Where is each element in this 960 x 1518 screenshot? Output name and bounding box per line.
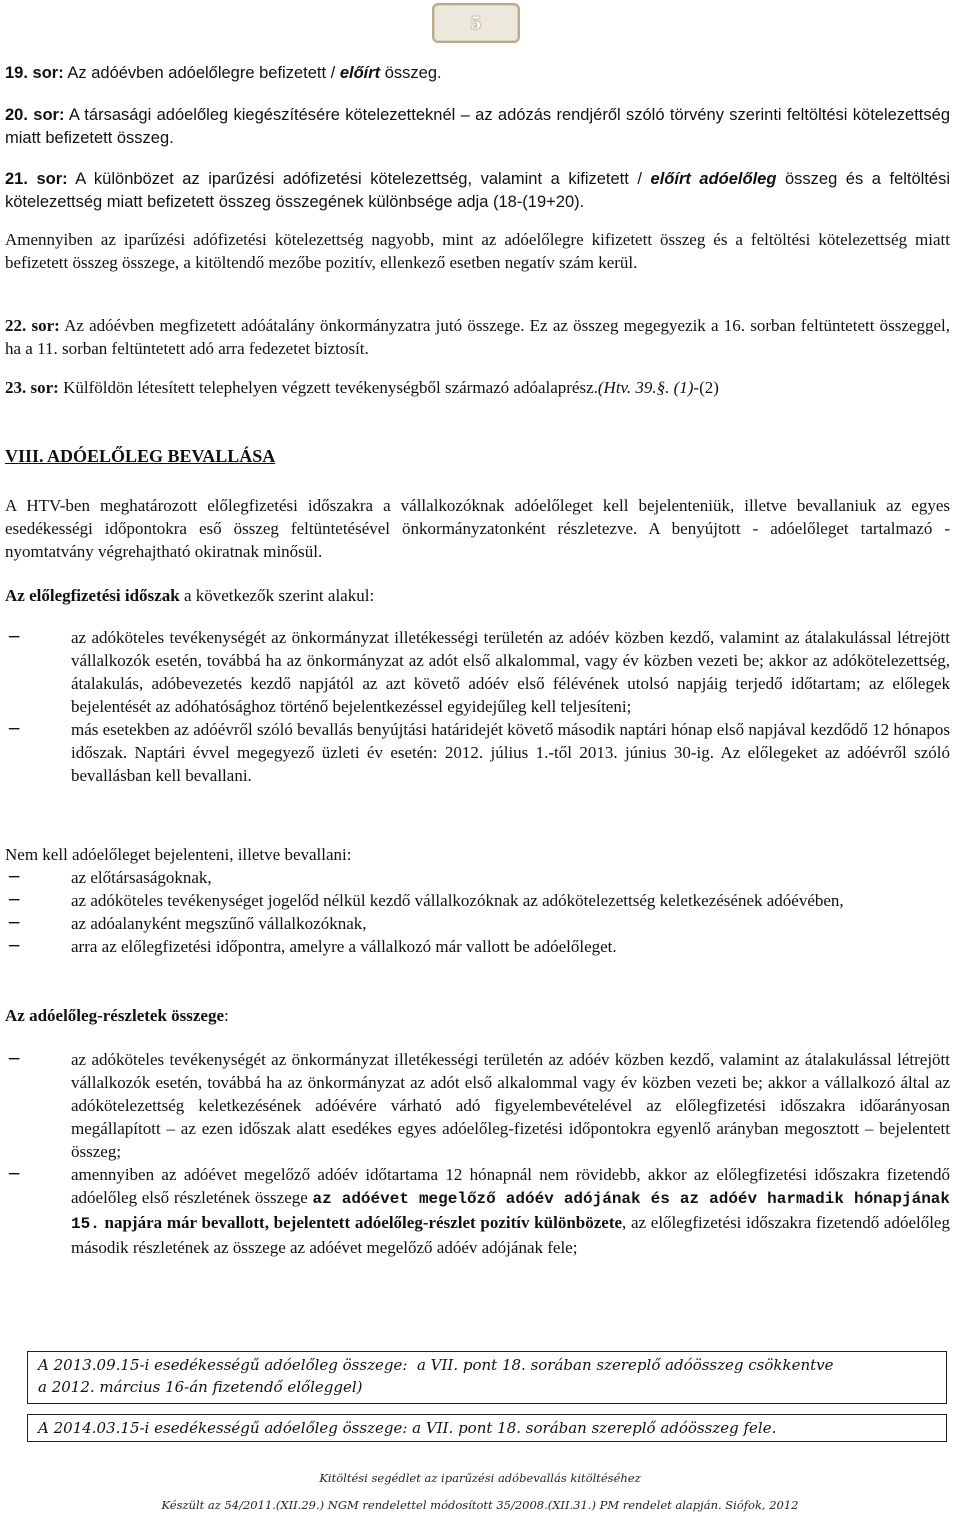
page-number-badge [432, 3, 520, 43]
row-19-italic: előírt [339, 64, 381, 82]
no-need-list [5, 866, 950, 958]
row-21-paragraph [5, 168, 950, 214]
note-box-2013 [27, 1351, 947, 1404]
row-19-number: 19. sor: [5, 64, 64, 82]
list-item: − az adóköteles tevékenységét az önkormányzat illetékességi területén az adóév közben kezdő, valamint az átalakulással létrejött vállalkozók esetén, továbbá ha az önkormányzat az adót első alkalommal, vagy év közben vezeti be; akkor az adókötelezettség, átalakulás, adóbevezetés kezdő napjától az azt követő adóév első félévének utolsó napjáig terjedő időtartam; az előlegek bejelentését az adóhatósághoz történő bejelentkezéssel egyidejűleg kell teljesíteni; [5, 626, 950, 718]
note-box-2013-line2: a 2012. március 16-án fizetendő előleggel) [38, 1378, 363, 1396]
page-number: 5 [471, 12, 481, 34]
list-item: − más esetekben az adóévről szóló bevallás benyújtási határidejét követő második naptári hónap első napjával kezdődő 12 hónapos időszak. Naptári évvel megegyező üzleti év esetén: 2012. július 1.-től 2013. június 30-ig. Az előlegeket az adóévről szóló bevallásban kell bevallani. [5, 718, 950, 787]
note-box-2013-line1 [38, 1354, 936, 1376]
installment-list [5, 1048, 950, 1259]
list-item: − az adóköteles tevékenységet jogelőd nélkül kezdő vállalkozóknak az adókötelezettség keletkezésének adóévében, [5, 889, 950, 912]
row-21-end: összeg és a feltöltési kötelezettség miatt befizetett összeg összegének különbsége adja (18-(19+20). [5, 170, 951, 211]
period-heading [5, 584, 950, 607]
installment-heading-rest: : [224, 1006, 229, 1025]
note-box-2014 [27, 1414, 947, 1442]
period-list [5, 626, 950, 787]
installment-second-mono: az adóévet megelőző adóév adójának és az adóév harmadik hónapjának 15. [71, 1190, 950, 1233]
row-20-number: 20. sor: [5, 106, 65, 124]
note-box-2013-label: A 2013.09.15-i esedékességű adóelőleg összege: [38, 1356, 408, 1374]
footer-line-2: Készült az 54/2011.(XII.29.) NGM rendelettel módosított 35/2008.(XII.31.) PM rendelet alapján. Siófok, 2012 [161, 1498, 799, 1512]
note-box-2013-text: a VII. pont 18. sorában szereplő adóösszeg csökkentve [416, 1356, 834, 1374]
row-19-text: Az adóévben adóelőlegre befizetett / [63, 64, 340, 82]
row-21-text: A különbözet az iparűzési adófizetési kötelezettség, valamint a kifizetett / [67, 170, 651, 188]
note-box-2014-text: A 2014.03.15-i esedékességű adóelőleg összege: a VII. pont 18. sorában szereplő adóösszeg fele. [38, 1419, 777, 1437]
period-heading-bold: Az előlegfizetési időszak [5, 586, 180, 605]
row-23-paragraph [5, 376, 950, 399]
list-item: − arra az előlegfizetési időpontra, amelyre a vállalkozó már vallott be adóelőleget. [5, 935, 950, 958]
intro-paragraph: A HTV-ben meghatározott előlegfizetési időszakra a vállalkozóknak adóelőleget kell bejelenteniük, illetve bevallaniuk az egyes esedékességi időpontokra eső összeg feltüntetésével önkormányzatonként részletezve. A benyújtott - adóelőleget tartalmazó - nyomtatvány végrehajtható okiratnak minősül. [5, 496, 950, 561]
row-22-number: 22. sor: [5, 316, 60, 335]
installment-list-container [5, 1048, 950, 1259]
row-23-text: Külföldön létesített telephelyen végzett tevékenységből származó adóalaprész. [58, 378, 598, 397]
period-list-container [5, 626, 950, 787]
installment-second-end: , az előlegfizetési időszakra fizetendő adóelőleg második részletének az összege az adóévet megelőző adóév adójának fele; [71, 1213, 950, 1257]
row-20-paragraph [5, 104, 950, 150]
row-20-text: A társasági adóelőleg kiegészítésére kötelezetteknél – az adózás rendjéről szóló törvény szerinti feltöltési kötelezettség miatt befizetett összeg. [5, 106, 950, 147]
list-item [5, 1163, 950, 1259]
installment-second-bold: napjára már bevallott, bejelentett adóelőleg-részlet pozitív különbözete [99, 1213, 623, 1232]
row-21-bold-italic: előírt adóelőleg [650, 170, 777, 188]
no-need-list-container [5, 866, 950, 958]
difference-explanation: Amennyiben az iparűzési adófizetési kötelezettség nagyobb, mint az adóelőlegre kifizetett összeg és a feltöltési kötelezettség miatt befizetett összeg összege, a kitöltendő mezőbe pozitív, ellenkező esetben negatív szám kerül. [5, 230, 950, 272]
list-item: − az előtársaságoknak, [5, 866, 950, 889]
row-21-number: 21. sor: [5, 170, 68, 188]
installment-second-a: amennyiben az adóévet megelőző adóév időtartama 12 hónapnál nem rövidebb, akkor az előlegfizetési időszakra fizetendő adóelőleg első részletének összege [71, 1165, 950, 1207]
list-item: − az adóköteles tevékenységét az önkormányzat illetékességi területén az adóév közben kezdő, valamint az átalakulással létrejött vállalkozók esetén, továbbá ha az önkormányzat az adót első alkalommal vagy év közben vezeti be; akkor a vállalkozó által az adókötelezettség keletkezésének adóévére várható adó figyelembevételével az előlegfizetési időszakra időarányosan megállapított – az ezen időszak alatt esedékes egyes adóelőleg-fizetési időpontokra egyenlő arányban megosztott – bejelentett összeg; [5, 1048, 950, 1163]
row-22-paragraph [5, 314, 950, 360]
row-23-reference: (Htv. 39.§. (1) [597, 378, 694, 397]
no-need-heading: Nem kell adóelőleget bejelenteni, illetve bevallani: [5, 845, 352, 864]
section-title: VIII. ADÓELŐLEG BEVALLÁSA [5, 446, 276, 466]
row-19-end: összeg. [380, 64, 442, 82]
footer-line-1: Kitöltési segédlet az iparűzési adóbevallás kitöltéséhez [319, 1471, 641, 1485]
row-22-text: Az adóévben megfizetett adóátalány önkormányzatra jutó összege. Ez az összeg megegyezik a 16. sorban feltüntetett összeggel, ha a 11. sorban feltüntetett adó arra fedezetet biztosít. [5, 316, 950, 358]
installment-heading-bold: Az adóelőleg-részletek összege [5, 1006, 225, 1025]
row-19-paragraph [5, 62, 950, 85]
row-23-reference-end: -(2) [693, 378, 719, 397]
period-heading-rest: a következők szerint alakul: [179, 586, 375, 605]
list-item: − az adóalanyként megszűnő vállalkozóknak, [5, 912, 950, 935]
row-23-number: 23. sor: [5, 378, 59, 397]
installment-heading [5, 1004, 950, 1027]
